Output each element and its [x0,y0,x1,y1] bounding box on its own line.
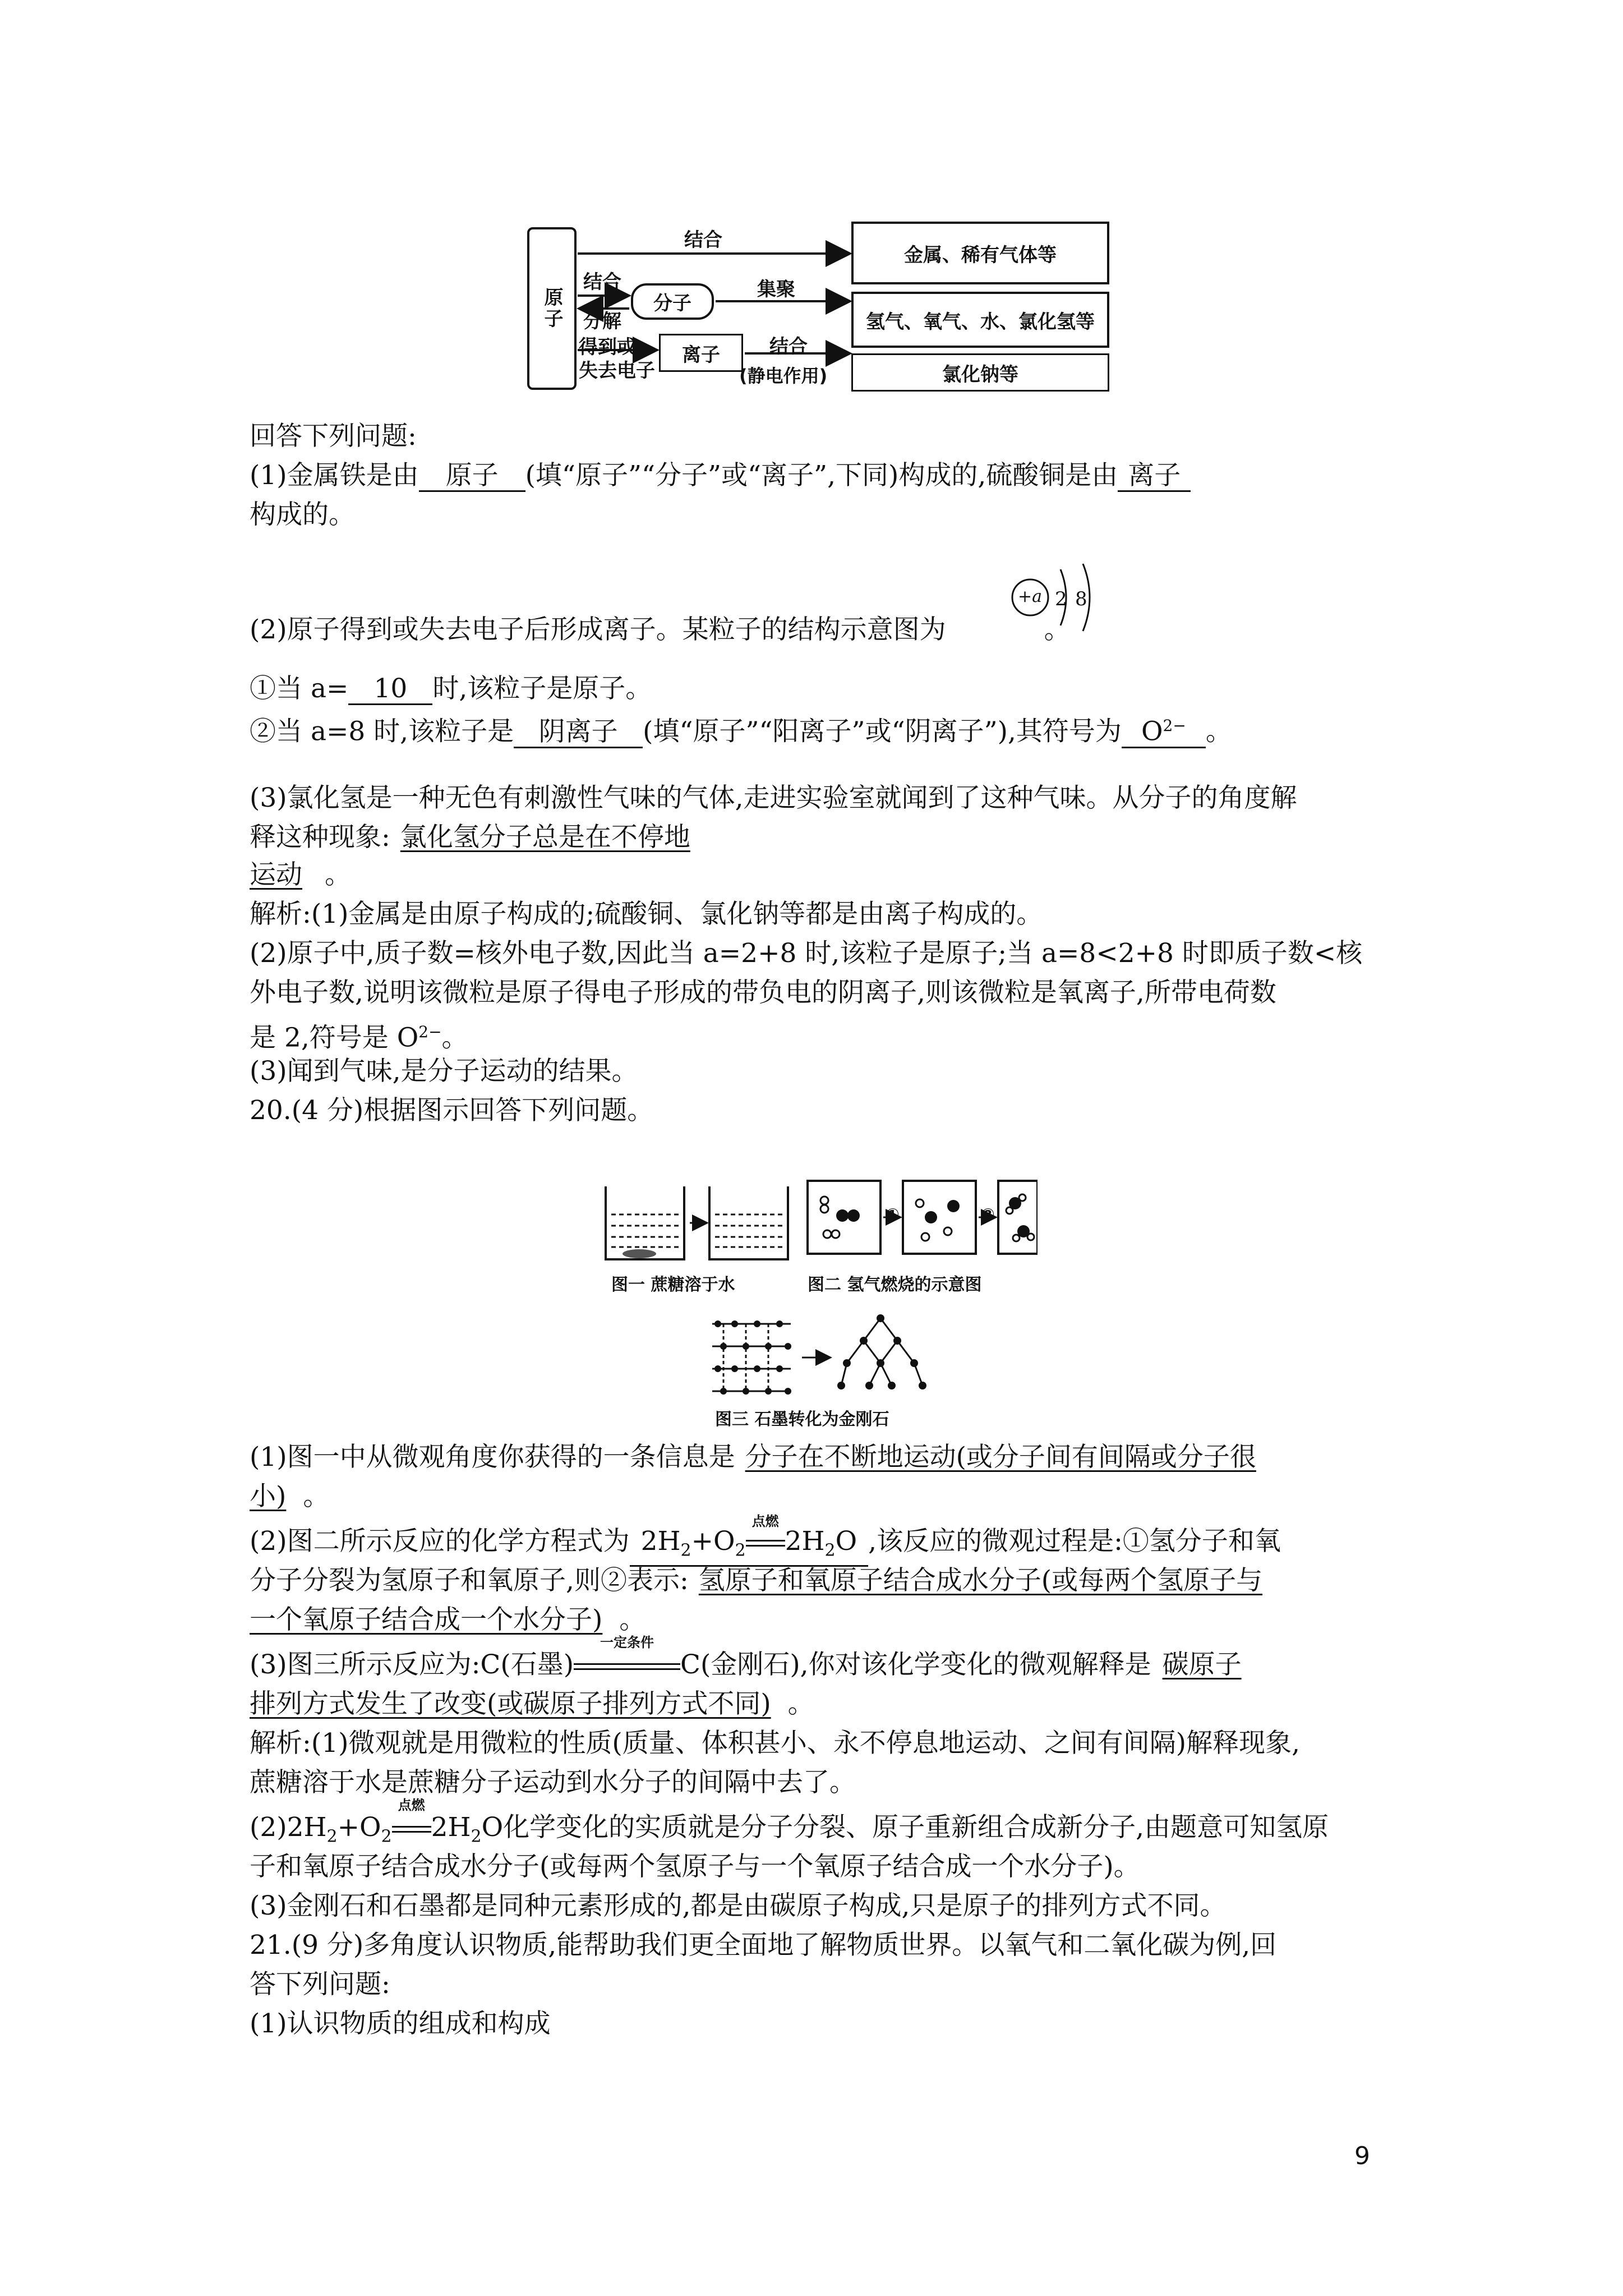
q19-intro: 回答下列问题: [250,421,417,452]
q20-part2-line1: (2)图二所示反应的化学方程式为 $2H_2+O_2$ 点燃 $2H_2O$ ,该反应的微观过程是:①氢分子和氧 [250,1525,1281,1567]
edge-label-combine2: 结合 [769,335,808,358]
q20-part1-line1: (1)图一中从微观角度你获得的一条信息是 分子在不断地运动(或分子间有间隔或分子很 [250,1442,1256,1473]
edge-label-electrostatic: (静电作用) [739,365,828,386]
page-number: 9 [1354,2142,1370,2170]
result-box-molecular: 氢气、氧气、水、氯化氢等 [851,292,1109,348]
result-box-metal: 金属、稀有气体等 [851,222,1109,284]
q19-part3-line2: 释这种现象: 氯化氢分子总是在不停地 [250,822,690,853]
q20-solution-2b: 子和氧原子结合成水分子(或每两个氢原子与一个氧原子结合成一个水分子)。 [250,1851,1140,1882]
q19-item2: ②当 a=8 时,该粒子是 阴离子 (填“原子”“阳离子”或“阴离子”),其符号为 $O^{2-}$ 。 [250,711,1232,749]
q20-solution-1b: 蔗糖溶于水是蔗糖分子运动到水分子的间隔中去了。 [250,1767,856,1798]
answer-symbol: $O^{2-}$ [1122,711,1206,748]
q21-line2: 答下列问题: [250,1969,390,2000]
q20-solution-1a: 解析:(1)微观就是用微粒的性质(质量、体积甚小、永不停息地运动、之间有间隔)解释现象, [250,1728,1301,1759]
reaction-arrow-condition: 一定条件 [574,1648,680,1682]
edge-label-top-combine: 结合 [684,229,722,251]
step-1-marker: ① [886,1205,900,1223]
reaction-arrow-ignite: 点燃 [746,1527,785,1556]
q19-item1: ①当 a= 10 时,该粒子是原子。 [250,673,652,704]
figure-1-2-drawing [589,1175,1038,1271]
q21-line1: 21.(9 分)多角度认识物质,能帮助我们更全面地了解物质世界。以氧气和二氧化碳为例,回 [250,1930,1277,1961]
shell1-electrons: 2 [1055,588,1067,610]
q20-heading: 20.(4 分)根据图示回答下列问题。 [250,1095,654,1126]
q20-part3-line2: 排列方式发生了改变(或碳原子排列方式不同) 。 [250,1688,814,1719]
q20-solution-2a: $(2)2H_2+O_2$ 点燃 $2H_2O$化学变化的实质就是分子分裂、原子重新组合成新分子,由题意可知氢原 [250,1797,1329,1847]
answer-atom: 原子 [419,461,525,492]
q20-solution-3: (3)金刚石和石墨都是同种元素形成的,都是由碳原子构成,只是原子的排列方式不同。 [250,1890,1227,1921]
q19-part1-line2: 构成的。 [250,499,355,530]
q20-part2-line2: 分子分裂为氢原子和氧原子,则②表示: 氢原子和氧原子结合成水分子(或每两个氢原子与 [250,1565,1263,1596]
q19-solution-1: 解析:(1)金属是由原子构成的;硫酸铜、氯化钠等都是由离子构成的。 [250,899,1043,930]
q19-solution-2b: 外电子数,说明该微粒是原子得电子形成的带负电的阴离子,则该微粒是氧离子,所带电荷数 [250,977,1276,1008]
shell2-electrons: 8 [1075,588,1087,610]
answer-molecules-moving: 分子在不断地运动(或分子间有间隔或分子很 [745,1442,1256,1473]
answer-equation: $2H_2+O_2$ 点燃 $2H_2O$ [630,1527,869,1567]
atom-label: 原子 [541,287,563,330]
answer-anion: 阴离子 [514,717,643,748]
answer-molecule-motion: 氯化氢分子总是在不停地 [400,822,690,853]
q19-solution-2a: (2)原子中,质子数=核外电子数,因此当 a=2+8 时,该粒子是原子;当 a=8<2+8 时即质子数<核 [250,938,1363,969]
figure-1-caption: 图一 蔗糖溶于水 [611,1275,735,1295]
q20-part3-line1: (3)图三所示反应为:C(石墨) 一定条件 C(金刚石),你对该化学变化的微观解释是 碳原子 [250,1648,1242,1682]
edge-label-decompose: 分解 [583,310,621,333]
answer-carbon-atoms: 碳原子 [1162,1649,1242,1680]
particle-structure-diagram [1007,555,1108,639]
q19-part3-line3: 运动 。 [250,859,351,890]
result-box-ionic: 氯化钠等 [851,353,1109,392]
edge-label-gather: 集聚 [757,278,795,301]
q19-part1-line1: (1)金属铁是由 原子 (填“原子”“分子”或“离子”,下同)构成的,硫酸铜是由 离子 [250,459,1191,493]
edge-label-gain-lose: 得到或 失去电子 [579,336,655,382]
answer-a-value: 10 [348,674,432,705]
q20-part2-line3: 一个氧原子结合成一个水分子) 。 [250,1604,646,1635]
q21-line3: (1)认识物质的组成和构成 [250,2008,551,2039]
answer-ion: 离子 [1118,461,1191,492]
figure-3-drawing [701,1307,937,1402]
figure-2-caption: 图二 氢气燃烧的示意图 [808,1275,982,1295]
step-2-marker: ② [981,1205,995,1223]
q20-part1-line2: 小) 。 [250,1481,330,1512]
q19-solution-2c: 是 2,符号是 $O^{2-}$。 [250,1022,468,1053]
q19-solution-3: (3)闻到气味,是分子运动的结果。 [250,1056,638,1087]
ion-box: 离子 [659,334,743,372]
edge-label-combine: 结合 [583,271,621,293]
q19-part2: (2)原子得到或失去电子后形成离子。某粒子的结构示意图为 。 [250,614,1071,645]
reaction-arrow-ignite-2: 点燃 [392,1811,431,1844]
figure-3-caption: 图三 石墨转化为金刚石 [715,1410,889,1429]
answer-atoms-combine: 氢原子和氧原子结合成水分子(或每两个氢原子与 [698,1565,1263,1596]
nucleus-charge: +a [1018,587,1043,606]
molecule-box: 分子 [631,283,714,320]
q19-part3-line1: (3)氯化氢是一种无色有刺激性气味的气体,走进实验室就闻到了这种气味。从分子的角度解 [250,783,1297,813]
